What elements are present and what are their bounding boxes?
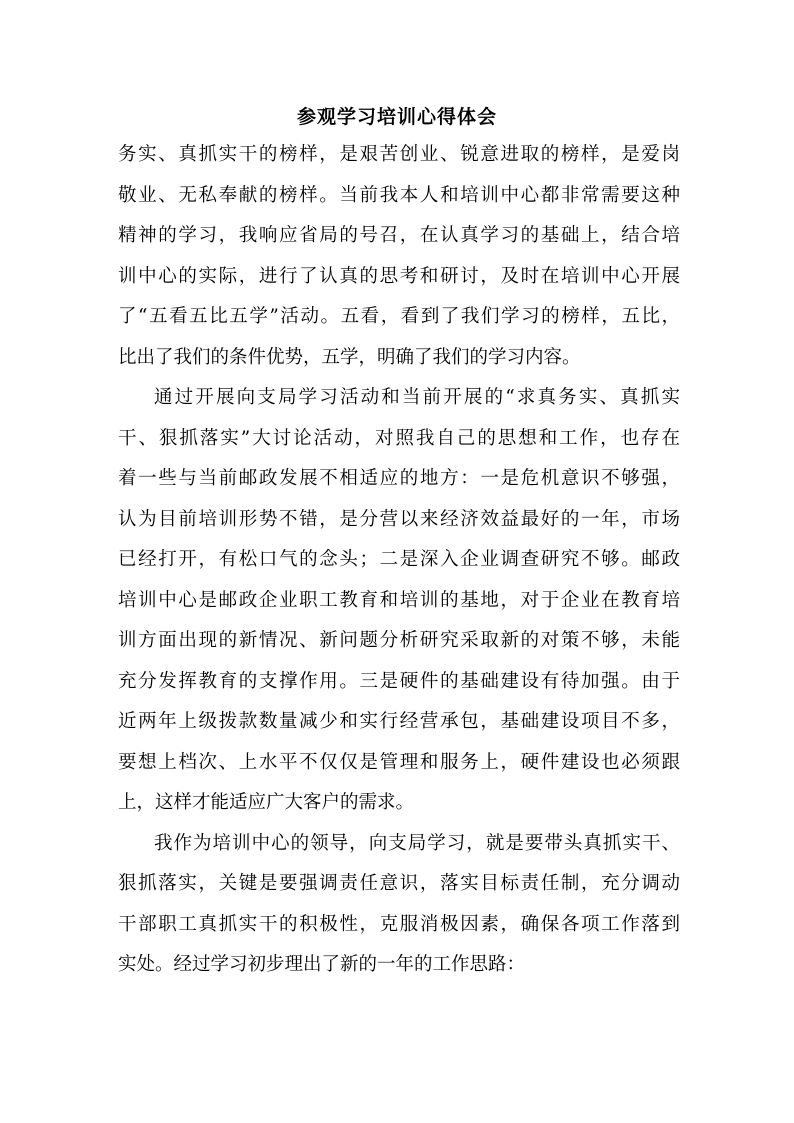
paragraph-2-line-5: 已经打开，有松口气的念头；二是深入企业调查研究不够。邮政 [118,549,680,570]
paragraph-2-line-9: 近两年上级拨款数量减少和实行经营承包，基础建设项目不多， [118,711,680,732]
paragraph-3-line-4: 实处。经过学习初步理出了新的一年的工作思路： [118,954,526,975]
document-title: 参观学习培训心得体会 [296,106,497,128]
document-body [118,135,680,986]
paragraph-1-line-2: 敬业、无私奉献的榜样。当前我本人和培训中心都非常需要这种 [118,184,680,206]
paragraph-3-line-2: 狠抓落实，关键是要强调责任意识，落实目标责任制，充分调动 [118,873,680,894]
paragraph-1-line-4: 训中心的实际，进行了认真的思考和研讨，及时在培训中心开展 [118,265,680,287]
paragraph-2-line-3: 着一些与当前邮政发展不相适应的地方：一是危机意识不够强， [118,468,680,489]
paragraph-2-line-2: 干、狠抓落实”大讨论活动，对照我自己的思想和工作，也存在 [118,427,680,449]
paragraph-2-line-1: 通过开展向支局学习活动和当前开展的“求真务实、真抓实 [154,387,680,408]
paragraph-2-line-10: 要想上档次、上水平不仅仅是管理和服务上，硬件建设也必须跟 [118,751,680,773]
paragraph-1-line-5: 了“五看五比五学”活动。五看，看到了我们学习的榜样，五比， [118,306,680,327]
paragraph-1-line-6: 比出了我们的条件优势，五学，明确了我们的学习内容。 [118,346,581,368]
paragraph-1-line-3: 精神的学习，我响应省局的号召，在认真学习的基础上，结合培 [118,225,680,246]
paragraph-3-line-1: 我作为培训中心的领导，向支局学习，就是要带头真抓实干、 [154,832,680,854]
paragraph-1-line-1: 务实、真抓实干的榜样，是艰苦创业、锐意进取的榜样，是爱岗 [118,144,680,165]
paragraph-2-line-8: 充分发挥教育的支撑作用。三是硬件的基础建设有待加强。由于 [118,670,680,692]
paragraph-2-line-6: 培训中心是邮政企业职工教育和培训的基地，对于企业在教育培 [118,589,680,611]
paragraph-2-line-11: 上，这样才能适应广大客户的需求。 [118,792,415,813]
paragraph-2-line-4: 认为目前培训形势不错，是分营以来经济效益最好的一年，市场 [118,508,680,530]
paragraph-2-line-7: 训方面出现的新情况、新问题分析研究采取新的对策不够，未能 [118,630,680,651]
paragraph-3-line-3: 干部职工真抓实干的积极性，克服消极因素，确保各项工作落到 [118,913,680,935]
